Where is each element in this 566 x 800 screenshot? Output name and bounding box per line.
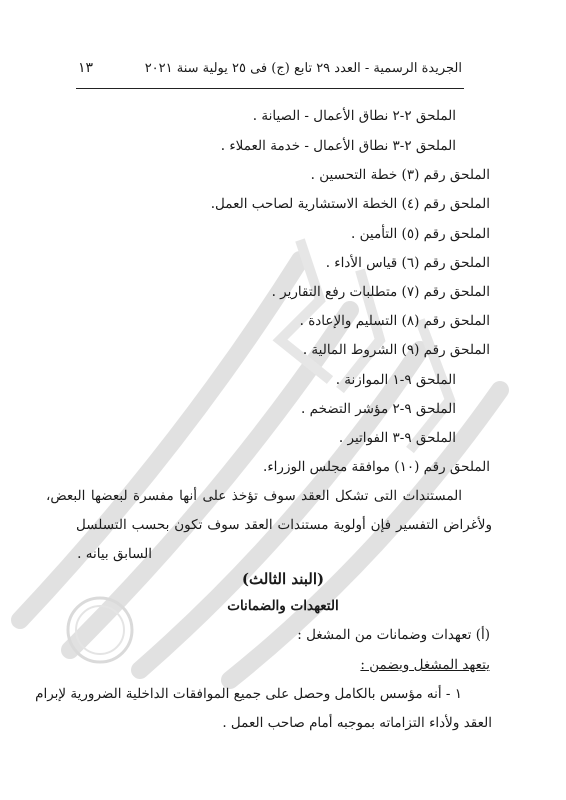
- header-title: الجريدة الرسمية - العدد ٢٩ تابع (ج) فى ٢٥ يولية سنة ٢٠٢١: [144, 61, 462, 76]
- page-number: ١٣: [78, 60, 94, 76]
- clause-a: (أ) تعهدات وضمانات من المشغل :: [297, 627, 490, 643]
- page-header: [78, 60, 462, 76]
- operator-undertakes: يتعهد المشغل ويضمن :: [360, 657, 490, 673]
- annex-line: الملحق رقم (٦) قياس الأداء .: [325, 255, 490, 271]
- annex-line: الملحق رقم (٣) خطة التحسين .: [310, 167, 490, 183]
- paragraph-line: ولأغراض التفسير فإن أولوية مستندات العقد سوف تكون بحسب التسلسل: [76, 517, 492, 533]
- annex-line: الملحق ٢-٢ نطاق الأعمال - الصيانة .: [252, 108, 456, 124]
- annex-line: الملحق ٩-٣ الفواتير .: [338, 430, 456, 446]
- annex-line: الملحق ٩-٢ مؤشر التضخم .: [301, 401, 456, 417]
- annex-line: الملحق رقم (٥) التأمين .: [351, 226, 490, 242]
- annex-line: الملحق ٩-١ الموازنة .: [335, 372, 456, 388]
- paragraph-line: السابق بيانه .: [77, 546, 152, 562]
- section-subheading: التعهدات والضمانات: [227, 598, 339, 614]
- item-1-line: ١ - أنه مؤسس بالكامل وحصل على جميع الموافقات الداخلية الضرورية لإبرام: [35, 686, 462, 702]
- annex-line: الملحق رقم (٨) التسليم والإعادة .: [299, 313, 490, 329]
- annex-line: الملحق رقم (٩) الشروط المالية .: [302, 342, 490, 358]
- header-rule: [76, 88, 464, 89]
- annex-line: الملحق رقم (٧) متطلبات رفع التقارير .: [271, 284, 490, 300]
- annex-line: الملحق رقم (١٠) موافقة مجلس الوزراء.: [263, 459, 490, 475]
- annex-line: الملحق ٢-٣ نطاق الأعمال - خدمة العملاء .: [220, 138, 456, 154]
- item-1-line: العقد ولأداء التزاماته بموجبه أمام صاحب العمل .: [222, 715, 492, 731]
- annex-line: الملحق رقم (٤) الخطة الاستشارية لصاحب العمل.: [210, 196, 490, 212]
- section-heading: (البند الثالث): [241, 570, 325, 588]
- paragraph-line: المستندات التى تشكل العقد سوف تؤخذ على أنها مفسرة لبعضها البعض،: [46, 488, 462, 504]
